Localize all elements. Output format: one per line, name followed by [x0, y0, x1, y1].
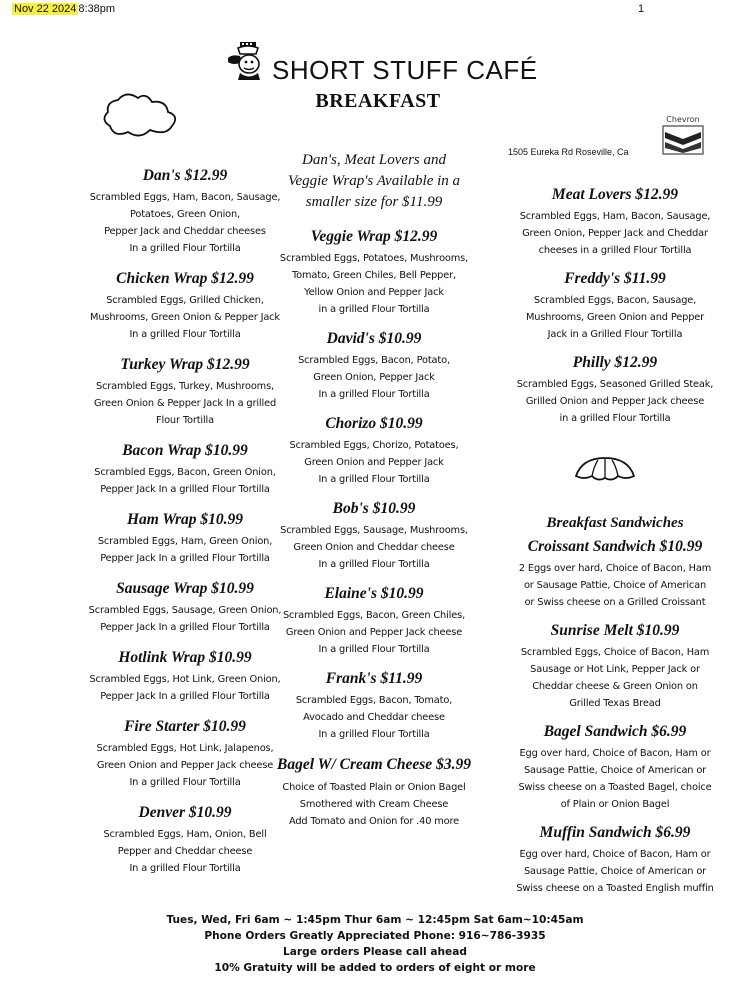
item-description [490, 560, 740, 611]
item-name: Bob's $10.99 [332, 500, 416, 517]
item-description [254, 779, 494, 830]
menu-item-davids [254, 329, 494, 403]
menu-item-bagel-sandwich [490, 722, 740, 813]
description-line: cheeses in a grilled Flour Tortilla [538, 245, 692, 256]
menu-item-chorizo [254, 414, 494, 488]
description-line: Swiss cheese on a Toasted English muffin [516, 883, 714, 894]
restaurant-name: SHORT STUFF CAFÉ [272, 55, 538, 85]
description-line: In a grilled Flour Tortilla [318, 559, 430, 570]
description-line: in a grilled Flour Tortilla [318, 304, 430, 315]
menu-item-veggie-wrap [254, 227, 494, 318]
item-description [490, 208, 740, 259]
description-line: Egg over hard, Choice of Bacon, Ham or [519, 748, 711, 759]
description-line: Mushrooms, Green Onion & Pepper Jack [90, 312, 280, 323]
description-line: Mushrooms, Green Onion and Pepper [525, 312, 705, 323]
item-name: Sunrise Melt $10.99 [550, 622, 680, 639]
hours: Tues, Wed, Fri 6am ~ 1:45pm Thur 6am ~ 12:45pm Sat 6am~10:45am [166, 914, 584, 926]
description-line: Scrambled Eggs, Bacon, Potato, [298, 355, 450, 366]
large-orders-note: Large orders Please call ahead [283, 946, 467, 958]
item-name: Sausage Wrap $10.99 [116, 580, 254, 597]
item-description [490, 846, 740, 897]
note-line: Veggie Wrap's Available in a [287, 173, 461, 189]
item-name: Frank's $11.99 [325, 670, 423, 687]
description-line: Avocado and Cheddar cheese [303, 712, 445, 723]
description-line: Scrambled Eggs, Bacon, Tomato, [295, 695, 453, 706]
menu-item-bobs [254, 499, 494, 573]
description-line: Scrambled Eggs, Potatoes, Mushrooms, [279, 253, 469, 264]
item-name: Elaine's $10.99 [324, 585, 424, 602]
description-line: Green Onion and Pepper Jack cheese [285, 627, 463, 638]
paint-splat-icon [96, 86, 186, 142]
description-line: Scrambled Eggs, Hot Link, Jalapenos, [96, 743, 274, 754]
address: 1505 Eureka Rd Roseville, Ca [508, 147, 629, 157]
item-name: Fire Starter $10.99 [124, 718, 246, 735]
menu-item-muffin-sandwich [490, 823, 740, 897]
item-name: Chicken Wrap $12.99 [116, 270, 254, 287]
description-line: Scrambled Eggs, Sausage, Mushrooms, [280, 525, 468, 536]
item-name: Bacon Wrap $10.99 [122, 442, 248, 459]
description-line: Cheddar cheese & Green Onion on [532, 681, 698, 692]
description-line: Scrambled Eggs, Choice of Bacon, Ham [520, 647, 710, 658]
item-description [254, 522, 494, 573]
item-name: Philly $12.99 [572, 354, 658, 371]
description-line: In a grilled Flour Tortilla [318, 389, 430, 400]
menu-item-philly [490, 353, 740, 427]
description-line: In a grilled Flour Tortilla [318, 729, 430, 740]
item-name: Dan's $12.99 [142, 167, 228, 184]
item-name: Turkey Wrap $12.99 [120, 356, 250, 373]
description-line: Pepper Jack In a grilled Flour Tortilla [100, 691, 270, 702]
item-description [254, 437, 494, 488]
description-line: 2 Eggs over hard, Choice of Bacon, Ham [518, 563, 712, 574]
note-line: smaller size for $11.99 [305, 194, 443, 210]
description-line: Potatoes, Green Onion, [129, 209, 241, 220]
description-line: Sausage Pattie, Choice of American or [523, 866, 707, 877]
description-line: In a grilled Flour Tortilla [129, 329, 241, 340]
item-name: Ham Wrap $10.99 [126, 511, 244, 528]
item-description [490, 644, 740, 712]
description-line: Grilled Onion and Pepper Jack cheese [525, 396, 705, 407]
phone-orders: Phone Orders Greatly Appreciated Phone: 916~786-3935 [204, 930, 546, 942]
print-timestamp [12, 3, 115, 15]
page-number: 1 [638, 3, 645, 15]
description-line: Scrambled Eggs, Bacon, Green Onion, [94, 467, 276, 478]
menu-title: BREAKFAST [315, 90, 441, 112]
description-line: Scrambled Eggs, Turkey, Mushrooms, [96, 381, 274, 392]
description-line: In a grilled Flour Tortilla [318, 474, 430, 485]
menu-item-croissant-sandwich [490, 537, 740, 611]
description-line: In a grilled Flour Tortilla [129, 243, 241, 254]
description-line: in a grilled Flour Tortilla [559, 413, 671, 424]
item-name: Bagel Sandwich $6.99 [543, 723, 687, 740]
description-line: Tomato, Green Chiles, Bell Pepper, [292, 270, 456, 281]
description-line: In a grilled Flour Tortilla [129, 863, 241, 874]
description-line: Pepper Jack In a grilled Flour Tortilla [100, 484, 270, 495]
item-description [490, 292, 740, 343]
description-line: Sausage Pattie, Choice of American or [523, 765, 707, 776]
description-line: Green Onion & Pepper Jack In a grilled [93, 398, 277, 409]
description-line: Scrambled Eggs, Ham, Bacon, Sausage, [519, 211, 711, 222]
description-line: Yellow Onion and Pepper Jack [304, 287, 444, 298]
smaller-size-note [254, 150, 494, 213]
description-line: Green Onion and Pepper Jack [304, 457, 444, 468]
description-line: of Plain or Onion Bagel [560, 799, 670, 810]
description-line: Green Onion, Pepper Jack [313, 372, 435, 383]
item-name: Bagel W/ Cream Cheese $3.99 [277, 756, 471, 773]
description-line: Scrambled Eggs, Ham, Green Onion, [97, 536, 273, 547]
croissant-icon [572, 452, 638, 486]
breakfast-sandwiches-heading: Breakfast Sandwiches [546, 515, 684, 531]
description-line: Grilled Texas Bread [569, 698, 661, 709]
description-line: or Sausage Pattie, Choice of American [523, 580, 707, 591]
description-line: Choice of Toasted Plain or Onion Bagel [282, 782, 466, 793]
item-description [254, 352, 494, 403]
description-line: Add Tomato and Onion for .40 more [288, 816, 460, 827]
print-date: Nov 22 2024 [14, 3, 77, 15]
item-name: Hotlink Wrap $10.99 [118, 649, 252, 666]
description-line: Swiss cheese on a Toasted Bagel, choice [518, 782, 712, 793]
chef-logo-icon [222, 40, 276, 82]
description-line: Scrambled Eggs, Grilled Chicken, [106, 295, 264, 306]
right-menu-column [490, 185, 740, 907]
description-line: Scrambled Eggs, Seasoned Grilled Steak, [516, 379, 714, 390]
item-description [254, 607, 494, 658]
menu-item-franks [254, 669, 494, 743]
description-line: or Swiss cheese on a Grilled Croissant [524, 597, 706, 608]
note-line: Dan's, Meat Lovers and [301, 152, 447, 168]
menu-item-sunrise-melt [490, 621, 740, 712]
description-line: Green Onion and Cheddar cheese [293, 542, 455, 553]
item-name: Denver $10.99 [138, 804, 232, 821]
description-line: Scrambled Eggs, Chorizo, Potatoes, [289, 440, 459, 451]
description-line: Flour Tortilla [156, 415, 214, 426]
menu-item-meat-lovers [490, 185, 740, 259]
menu-item-elaines [254, 584, 494, 658]
item-name: Muffin Sandwich $6.99 [539, 824, 691, 841]
description-line: Pepper Jack and Cheddar cheeses [104, 226, 266, 237]
description-line: Pepper Jack In a grilled Flour Tortilla [100, 622, 270, 633]
menu-item-freddys [490, 269, 740, 343]
description-line: Scrambled Eggs, Ham, Bacon, Sausage, [89, 192, 281, 203]
description-line: In a grilled Flour Tortilla [318, 644, 430, 655]
gratuity-note: 10% Gratuity will be added to orders of eight or more [214, 962, 536, 974]
item-name: Freddy's $11.99 [564, 270, 666, 287]
description-line: Green Onion and Pepper Jack cheese [96, 760, 274, 771]
description-line: Green Onion, Pepper Jack and Cheddar [522, 228, 708, 239]
chevron-label: Chevron [666, 115, 700, 124]
description-line: Scrambled Eggs, Bacon, Sausage, [533, 295, 697, 306]
description-line: Sausage or Hot Link, Pepper Jack or [530, 664, 700, 675]
print-time: 8:38pm [78, 3, 116, 15]
description-line: Pepper Jack In a grilled Flour Tortilla [100, 553, 270, 564]
description-line: Scrambled Eggs, Bacon, Green Chiles, [282, 610, 466, 621]
item-description [254, 250, 494, 318]
middle-menu-column [254, 150, 494, 841]
description-line: Egg over hard, Choice of Bacon, Ham or [519, 849, 711, 860]
description-line: Scrambled Eggs, Ham, Onion, Bell [103, 829, 267, 840]
description-line: Jack in a Grilled Flour Tortilla [547, 329, 683, 340]
description-line: In a grilled Flour Tortilla [129, 777, 241, 788]
item-name: Meat Lovers $12.99 [551, 186, 679, 203]
item-name: Veggie Wrap $12.99 [310, 228, 438, 245]
description-line: Scrambled Eggs, Hot Link, Green Onion, [89, 674, 281, 685]
chevron-logo-icon [655, 112, 711, 158]
description-line: Scrambled Eggs, Sausage, Green Onion, [88, 605, 282, 616]
description-line: Pepper and Cheddar cheese [117, 846, 253, 857]
item-name: Chorizo $10.99 [325, 415, 423, 432]
item-name: David's $10.99 [326, 330, 422, 347]
item-name: Croissant Sandwich $10.99 [527, 538, 703, 555]
item-description [490, 376, 740, 427]
footer-info [0, 912, 750, 976]
item-description [254, 692, 494, 743]
item-description [490, 745, 740, 813]
menu-item-bagel-cream-cheese [254, 754, 494, 830]
description-line: Smothered with Cream Cheese [299, 799, 449, 810]
